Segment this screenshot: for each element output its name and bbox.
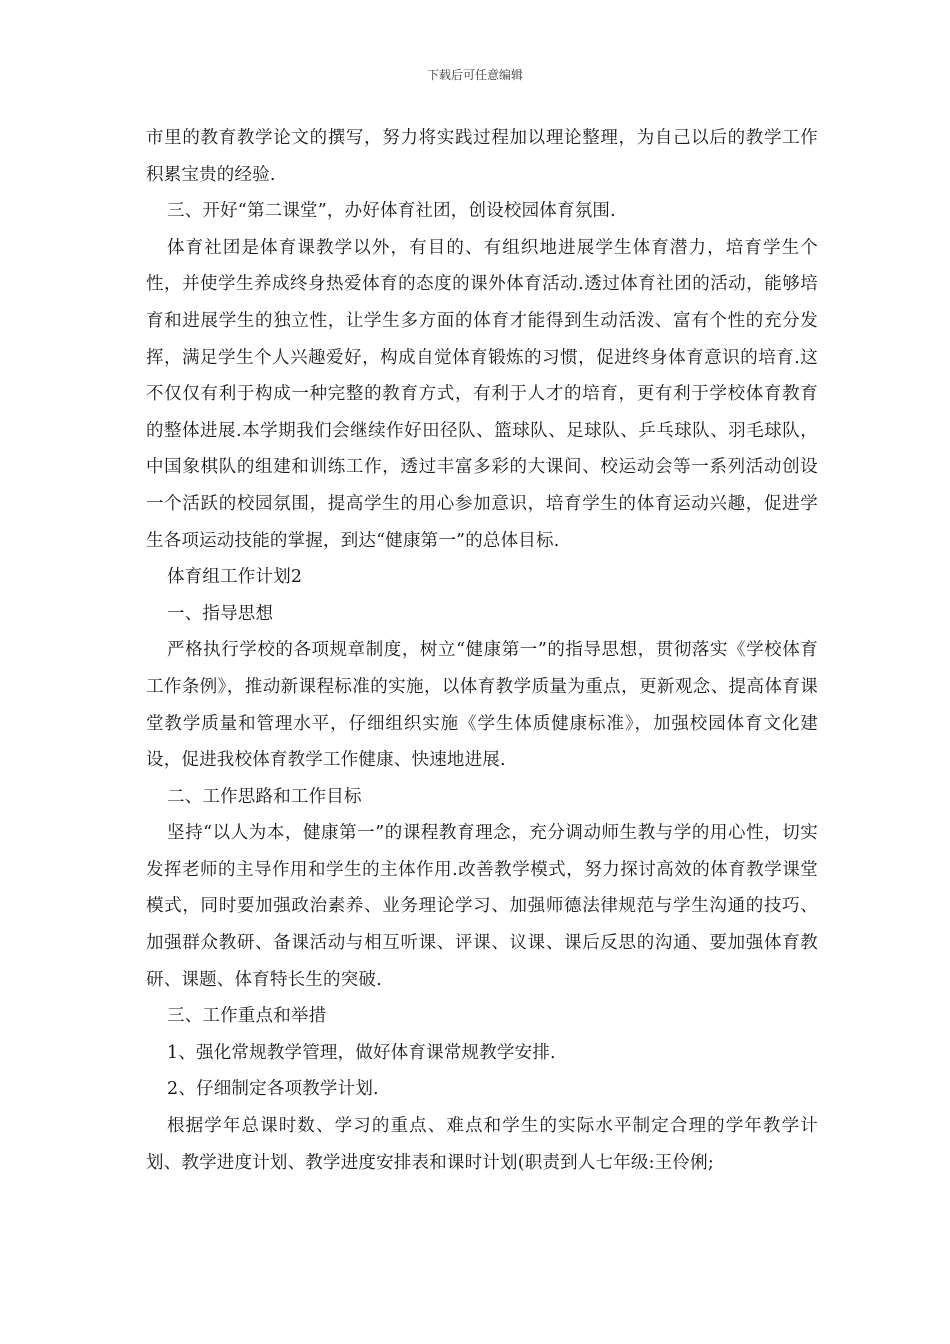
document-body bbox=[146, 120, 818, 1181]
paragraph: 严格执行学校的各项规章制度，树立“健康第一”的指导思想，贯彻落实《学校体育工作条例》，推动新课程标准的实施，以体育教学质量为重点，更新观念、提高体育课堂教学质量和管理水平，仔细组织实施《学生体质健康标准》，加强校园体育文化建设，促进我校体育教学工作健康、快速地进展. bbox=[146, 640, 818, 771]
paragraph: 坚持“以人为本，健康第一”的课程教育理念，充分调动师生教与学的用心性，切实发挥老师的主导作用和学生的主体作用.改善教学模式，努力探讨高效的体育教学课堂模式，同时要加强政治素养、业务理论学习、加强师德法律规范与学生沟通的技巧、加强群众教研、备课活动与相互听课、评课、议课、课后反思的沟通、要加强体育教研、课题、体育特长生的突破. bbox=[146, 823, 818, 990]
paragraph: 体育社团是体育课教学以外，有目的、有组织地进展学生体育潜力，培育学生个性，并使学生养成终身热爱体育的态度的课外体育活动.透过体育社团的活动，能够培育和进展学生的独立性，让学生多方面的体育才能得到生动活泼、富有个性的充分发挥，满足学生个人兴趣爱好，构成自觉体育锻炼的习惯，促进终身体育意识的培育.这不仅仅有利于构成一种完整的教育方式，有利于人才的培育，更有利于学校体育教育的整体进展.本学期我们会继续作好田径队、篮球队、足球队、乒乓球队、羽毛球队，中国象棋队的组建和训练工作，透过丰富多彩的大课间、校运动会等一系列活动创设一个活跃的校园氛围，提高学生的用心参加意识，培育学生的体育运动兴趣，促进学生各项运动技能的掌握，到达“健康第一”的总体目标. bbox=[146, 237, 818, 551]
section-heading: 二、工作思路和工作目标 bbox=[167, 786, 362, 807]
section-heading: 三、工作重点和举措 bbox=[167, 1006, 327, 1027]
list-item: 1、强化常规教学管理，做好体育课常规教学安排. bbox=[167, 1042, 556, 1063]
paragraph: 根据学年总课时数、学习的重点、难点和学生的实际水平制定合理的学年教学计划、教学进度计划、教学进度安排表和课时计划(职责到人七年级:王伶俐; bbox=[146, 1116, 818, 1173]
paragraph: 市里的教育教学论文的撰写，努力将实践过程加以理论整理，为自己以后的教学工作积累宝贵的经验. bbox=[146, 128, 818, 185]
list-item: 2、仔细制定各项教学计划. bbox=[167, 1079, 379, 1100]
section-heading: 一、指导思想 bbox=[167, 603, 274, 624]
section-title: 体育组工作计划2 bbox=[167, 567, 303, 588]
page-header: 下载后可任意编辑 bbox=[426, 68, 523, 82]
paragraph: 三、开好“第二课堂”，办好体育社团，创设校园体育氛围. bbox=[167, 201, 616, 222]
